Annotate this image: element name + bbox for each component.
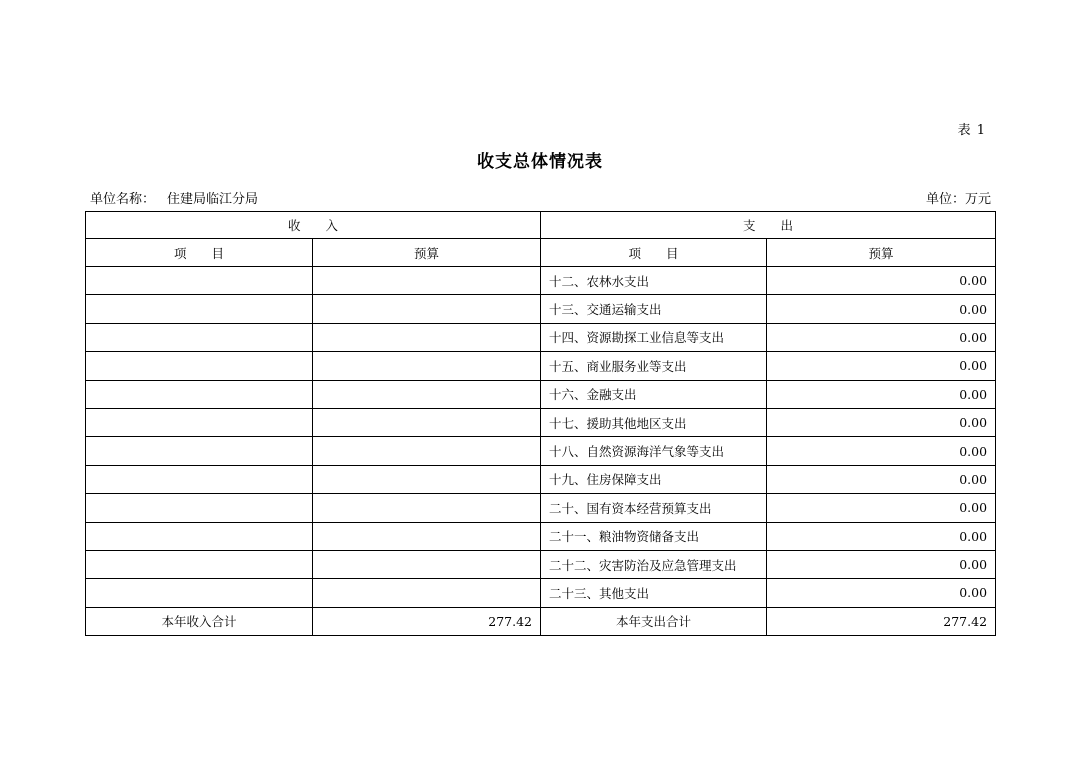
- table-row: [86, 295, 996, 323]
- income-item-cell: [86, 550, 313, 578]
- income-expense-summary-table: [85, 211, 996, 636]
- table-row: [86, 408, 996, 436]
- income-budget-cell: [313, 494, 541, 522]
- expense-budget-cell: 0.00: [767, 579, 996, 607]
- expense-item-cell: 十七、援助其他地区支出: [541, 408, 767, 436]
- income-total-value: 277.42: [313, 607, 541, 635]
- total-row: [86, 607, 996, 635]
- income-budget-cell: [313, 522, 541, 550]
- expense-budget-header: 预算: [767, 239, 996, 267]
- expense-item-header: 项 目: [541, 239, 767, 267]
- table-row: [86, 323, 996, 351]
- expense-budget-cell: 0.00: [767, 550, 996, 578]
- expense-budget-cell: 0.00: [767, 267, 996, 295]
- expense-budget-cell: 0.00: [767, 437, 996, 465]
- expense-item-cell: 二十、国有资本经营预算支出: [541, 494, 767, 522]
- expense-item-cell: 十四、资源勘探工业信息等支出: [541, 323, 767, 351]
- income-budget-cell: [313, 465, 541, 493]
- income-item-cell: [86, 465, 313, 493]
- table-number-tag: 表 1: [957, 123, 986, 138]
- unit-name: [90, 188, 258, 207]
- expense-budget-cell: 0.00: [767, 295, 996, 323]
- income-item-cell: [86, 408, 313, 436]
- expense-item-cell: 十九、住房保障支出: [541, 465, 767, 493]
- table-row: [86, 522, 996, 550]
- income-item-cell: [86, 494, 313, 522]
- income-budget-cell: [313, 437, 541, 465]
- expense-budget-cell: 0.00: [767, 408, 996, 436]
- expense-item-cell: 十五、商业服务业等支出: [541, 352, 767, 380]
- income-budget-cell: [313, 579, 541, 607]
- table-row: [86, 465, 996, 493]
- table-row: [86, 579, 996, 607]
- expense-budget-cell: 0.00: [767, 465, 996, 493]
- income-budget-cell: [313, 408, 541, 436]
- page-title: 收支总体情况表: [477, 152, 603, 172]
- expense-section-header: 支 出: [541, 212, 996, 239]
- expense-item-cell: 十六、金融支出: [541, 380, 767, 408]
- expense-item-cell: 二十一、粮油物资储备支出: [541, 522, 767, 550]
- income-item-cell: [86, 323, 313, 351]
- income-item-cell: [86, 352, 313, 380]
- section-header-row: [86, 212, 996, 239]
- table-row: [86, 380, 996, 408]
- expense-budget-cell: 0.00: [767, 522, 996, 550]
- income-budget-cell: [313, 380, 541, 408]
- income-section-header: 收 入: [86, 212, 541, 239]
- table-row: [86, 267, 996, 295]
- income-item-cell: [86, 295, 313, 323]
- expense-item-cell: 二十二、灾害防治及应急管理支出: [541, 550, 767, 578]
- table-row: [86, 494, 996, 522]
- income-budget-header: 预算: [313, 239, 541, 267]
- expense-item-cell: 二十三、其他支出: [541, 579, 767, 607]
- expense-total-value: 277.42: [767, 607, 996, 635]
- income-budget-cell: [313, 550, 541, 578]
- expense-budget-cell: 0.00: [767, 380, 996, 408]
- expense-budget-cell: 0.00: [767, 494, 996, 522]
- income-budget-cell: [313, 295, 541, 323]
- table-row: [86, 437, 996, 465]
- income-budget-cell: [313, 323, 541, 351]
- expense-budget-cell: 0.00: [767, 323, 996, 351]
- income-budget-cell: [313, 267, 541, 295]
- income-item-cell: [86, 267, 313, 295]
- table-row: [86, 550, 996, 578]
- expense-budget-cell: 0.00: [767, 352, 996, 380]
- income-item-cell: [86, 380, 313, 408]
- expense-item-cell: 十二、农林水支出: [541, 267, 767, 295]
- expense-item-cell: 十三、交通运输支出: [541, 295, 767, 323]
- income-total-label: 本年收入合计: [86, 607, 313, 635]
- column-header-row: [86, 239, 996, 267]
- expense-total-label: 本年支出合计: [541, 607, 767, 635]
- income-item-cell: [86, 522, 313, 550]
- income-item-header: 项 目: [86, 239, 313, 267]
- expense-item-cell: 十八、自然资源海洋气象等支出: [541, 437, 767, 465]
- income-budget-cell: [313, 352, 541, 380]
- income-item-cell: [86, 437, 313, 465]
- currency-unit-label: 单位：万元: [925, 192, 991, 207]
- income-item-cell: [86, 579, 313, 607]
- unit-name-value: 住建局临江分局: [167, 192, 259, 207]
- table-row: [86, 352, 996, 380]
- unit-name-label: 单位名称：: [90, 192, 156, 207]
- table-meta-row: [90, 188, 991, 207]
